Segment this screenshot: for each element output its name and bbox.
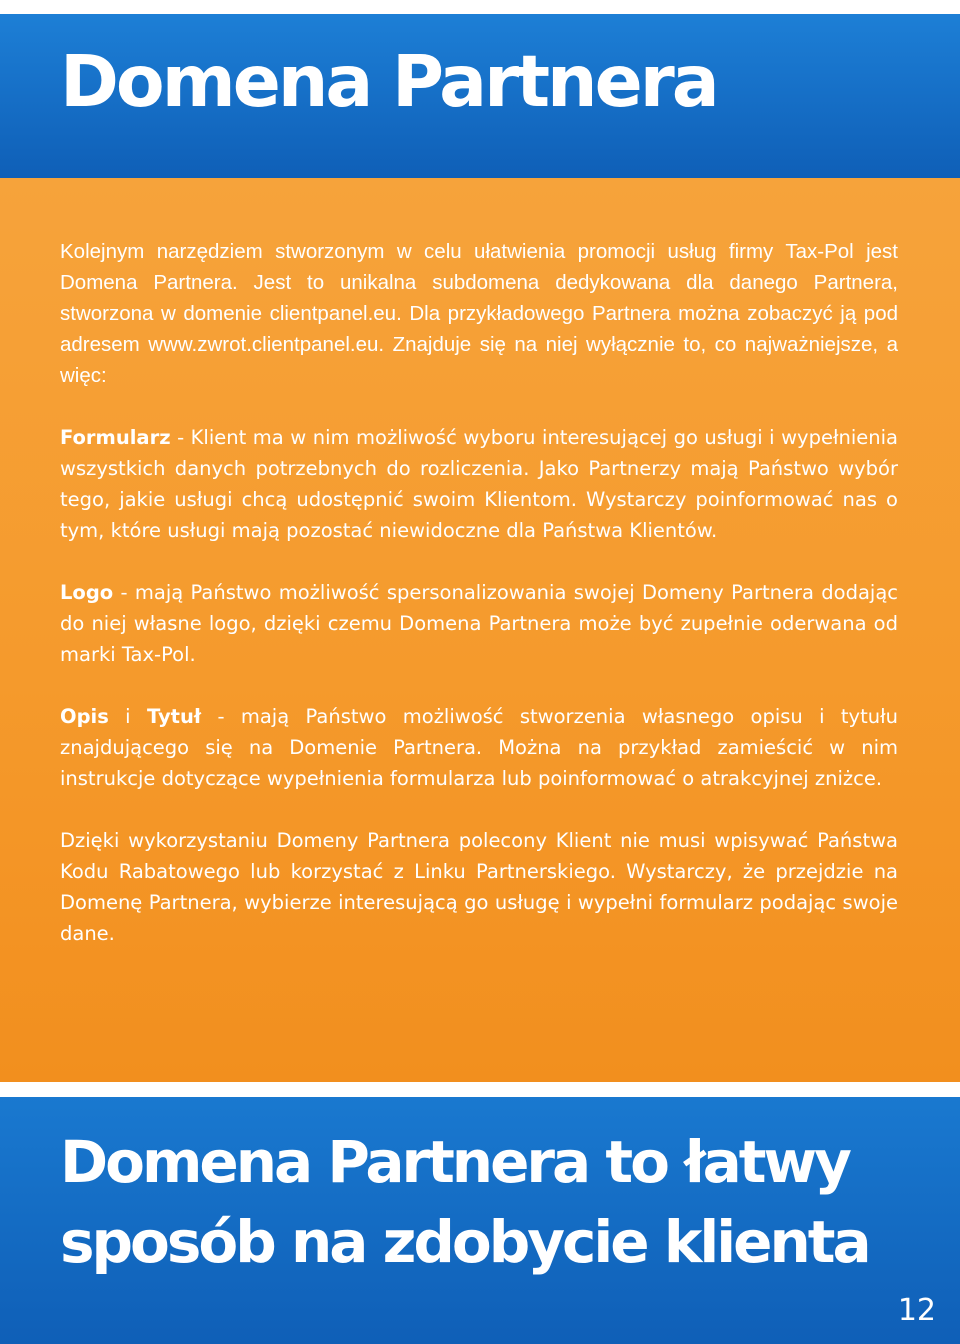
tytul-term: Tytuł: [146, 705, 202, 728]
logo-paragraph: [60, 577, 898, 670]
page-title: Domena Partnera: [60, 40, 717, 123]
opis-paragraph: [60, 701, 898, 794]
tagline-line-2: sposób na zdobycie klienta: [60, 1208, 869, 1276]
opis-text: - mają Państwo możliwość stworzenia własnego opisu i tytułu znajdującego się na Domenie Partnera. Można na przykład zamieścić w nim instrukcje dotyczące wypełnienia formularza lub poinformować o atrakcyjnej zniżce.: [60, 705, 898, 790]
content-body: [60, 236, 898, 980]
logo-term: Logo: [60, 581, 114, 604]
opis-term: Opis: [60, 705, 109, 728]
tagline: [60, 1122, 869, 1282]
opis-conj: i: [108, 705, 147, 728]
formularz-text: - Klient ma w nim możliwość wyboru interesującej go usługi i wypełnienia wszystkich danych potrzebnych do rozliczenia. Jako Partnerzy mają Państwo wybór tego, jakie usługi chcą udostępnić swoim Klientom. Wystarczy poinformować nas o tym, które usługi mają pozostać niewidoczne dla Państwa Klientów.: [60, 426, 898, 542]
logo-text: - mają Państwo możliwość spersonalizowania swojej Domeny Partnera dodając do niej własne logo, dzięki czemu Domena Partnera może być zupełnie oderwana od marki Tax-Pol.: [60, 581, 898, 666]
closing-paragraph: Dzięki wykorzystaniu Domeny Partnera polecony Klient nie musi wpisywać Państwa Kodu Rabatowego lub korzystać z Linku Partnerskiego. Wystarczy, że przejdzie na Domenę Partnera, wybierze interesującą go usługę i wypełni formularz podając swoje dane.: [60, 829, 898, 945]
formularz-paragraph: [60, 422, 898, 546]
page-number: 12: [897, 1293, 936, 1328]
formularz-term: Formularz: [60, 426, 171, 449]
intro-paragraph: Kolejnym narzędziem stworzonym w celu ułatwienia promocji usług firmy Tax-Pol jest Domena Partnera. Jest to unikalna subdomena dedykowana dla danego Partnera, stworzona w domenie clientpanel.eu. Dla przykładowego Partnera można zobaczyć ją pod adresem www.zwrot.clientpanel.eu. Znajduje się na niej wyłącznie to, co najważniejsze, a więc:: [60, 240, 898, 387]
tagline-line-1: Domena Partnera to łatwy: [60, 1128, 849, 1196]
